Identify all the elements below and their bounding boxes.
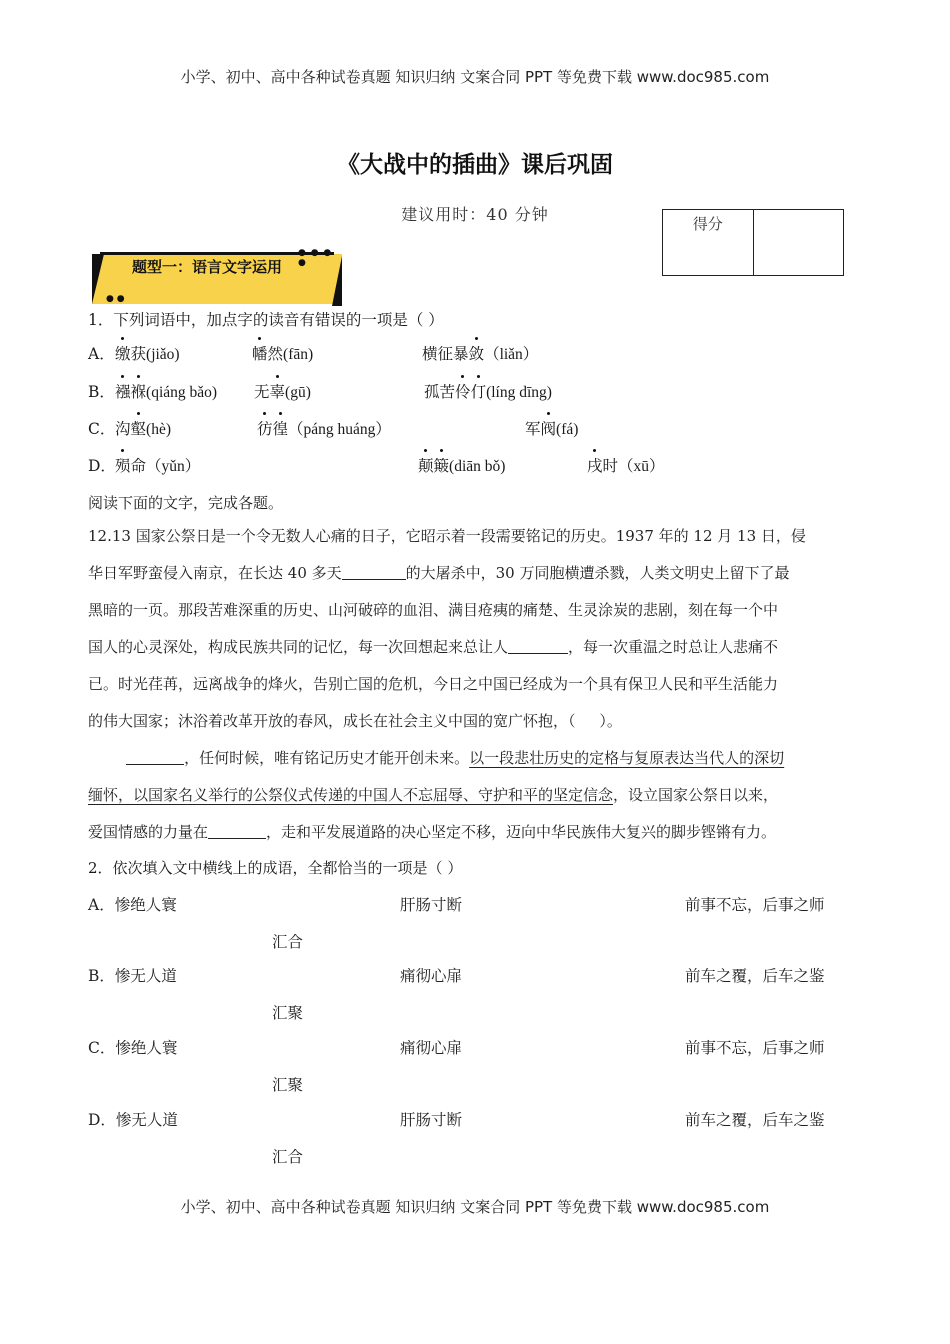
- question-1-option-label[interactable]: A．: [88, 345, 115, 363]
- word-char: 然: [267, 345, 284, 363]
- passage-text: 华日军野蛮侵入南京，在长达 40 多天: [88, 564, 342, 582]
- section-title: 题型一：语言文字运用: [132, 258, 283, 276]
- emphasis-dot-char: 襁: [115, 380, 131, 402]
- passage-text: ，设立国家公祭日以来，: [613, 786, 779, 804]
- emphasis-dot-char: 戌: [587, 454, 603, 476]
- question-1-word-item: [115, 417, 171, 439]
- banner-left-edge: [92, 254, 104, 304]
- underlined-sentence: 缅怀，以国家名义举行的公祭仪式传递的中国人不忘屈辱、守护和平的坚定信念: [88, 786, 614, 804]
- passage-text: 国人的心灵深处，构成民族共同的记忆，每一次回想起来总让人: [88, 638, 509, 656]
- passage-text: 已。时光荏苒，远离战争的烽火，告别亡国的危机，今日之中国已经成为一个具有保卫人民和平生活能力: [88, 675, 779, 693]
- passage-line: [88, 592, 858, 629]
- word-char: 沟: [115, 420, 131, 438]
- question-2-option-word: 汇聚: [272, 1004, 304, 1022]
- question-2-option-idiom: 痛彻心扉: [400, 967, 463, 985]
- question-1-word-item: [115, 454, 200, 476]
- question-2-option-idiom: 肝肠寸断: [400, 896, 463, 914]
- word-char: 暴: [453, 345, 469, 363]
- question-1-word-item: [254, 380, 311, 402]
- pinyin-annotation: （páng huáng）: [288, 421, 391, 438]
- page-title: 《大战中的插曲》课后巩固: [337, 152, 613, 178]
- passage-text: [88, 749, 126, 767]
- passage-line: [88, 740, 858, 777]
- question-2-option-word: 汇合: [272, 933, 304, 951]
- pinyin-annotation: （yǔn）: [146, 458, 201, 475]
- section-banner: [92, 248, 344, 304]
- score-label: 得分: [692, 215, 723, 233]
- passage-line: [88, 555, 858, 592]
- question-2-option[interactable]: B．惨无人道: [88, 967, 177, 985]
- pinyin-annotation: (hè): [146, 421, 171, 438]
- emphasis-dot-char: 幡: [252, 342, 268, 364]
- question-1-option-label[interactable]: D．: [88, 457, 116, 475]
- word-char: 军: [525, 420, 541, 438]
- word-char: 无: [254, 383, 270, 401]
- question-2-stem: 2．依次填入文中横线上的成语，全都恰当的一项是（ ）: [88, 859, 463, 877]
- passage-text: ，每一次重温之时总让人悲痛不: [568, 638, 779, 656]
- pinyin-annotation: (fá): [556, 421, 579, 438]
- emphasis-dot-char: 辜: [270, 380, 286, 402]
- page-header-text: 小学、初中、高中各种试卷真题 知识归纳 文案合同 PPT 等免费下载 www.doc985.com: [180, 68, 770, 86]
- question-1-stem: 1．下列词语中，加点字的读音有错误的一项是（ ）: [88, 311, 444, 329]
- fill-in-blank[interactable]: [508, 637, 568, 654]
- emphasis-dot-char: 敛: [469, 342, 485, 364]
- pinyin-annotation: （liǎn）: [484, 346, 539, 363]
- emphasis-dot-char: 壑: [131, 417, 147, 439]
- question-1-word-item: [587, 454, 665, 476]
- emphasis-dot-char: 徨: [273, 417, 289, 439]
- question-1-word-item: [252, 342, 313, 364]
- question-2-option-idiom: 前事不忘，后事之师: [685, 1039, 825, 1057]
- word-char: 时: [602, 457, 619, 475]
- word-char: 孤: [424, 383, 440, 401]
- emphasis-dot-char: 彷: [257, 417, 273, 439]
- word-char: 征: [437, 345, 454, 363]
- passage-text: 爱国情感的力量在: [88, 823, 209, 841]
- fill-in-blank[interactable]: [208, 822, 266, 839]
- question-1-word-item: [257, 417, 391, 439]
- pinyin-annotation: (jiǎo): [146, 346, 180, 363]
- reading-passage: [88, 518, 858, 851]
- question-2-option-idiom: 肝肠寸断: [400, 1111, 463, 1129]
- passage-text: 黑暗的一页。那段苦难深重的历史、山河破碎的血泪、满目疮痍的痛楚、生灵涂炭的悲剧，刻在每一个中: [88, 601, 779, 619]
- question-2-option-idiom: 前车之覆，后车之鉴: [685, 967, 825, 985]
- score-table: [662, 209, 844, 276]
- question-1-word-item: [424, 380, 552, 402]
- question-1-option-label[interactable]: B．: [88, 383, 115, 401]
- fill-in-blank[interactable]: [126, 748, 184, 765]
- page-footer-text: 小学、初中、高中各种试卷真题 知识归纳 文案合同 PPT 等免费下载 www.doc985.com: [180, 1198, 770, 1216]
- fill-in-blank[interactable]: [342, 563, 406, 580]
- question-2-option-idiom: 痛彻心扉: [400, 1039, 463, 1057]
- passage-line: [88, 814, 858, 851]
- banner-dots-decoration-bottom: ● ●: [106, 294, 125, 304]
- pinyin-annotation: (fān): [283, 346, 314, 363]
- question-2-option[interactable]: D．惨无人道: [88, 1111, 178, 1129]
- pinyin-annotation: (líng dīng): [486, 384, 552, 401]
- question-2-option[interactable]: C．惨绝人寰: [88, 1039, 178, 1057]
- passage-line: [88, 777, 858, 814]
- underlined-sentence: 以一段悲壮历史的定格与复原表达当代人的深切: [469, 749, 785, 767]
- pinyin-annotation: (gū): [285, 384, 311, 401]
- question-2-option-word: 汇聚: [272, 1076, 304, 1094]
- passage-line: [88, 703, 858, 740]
- question-1-option-label[interactable]: C．: [88, 420, 116, 438]
- emphasis-dot-char: 缴: [115, 342, 131, 364]
- pinyin-annotation: （xū）: [618, 458, 665, 475]
- question-2-option[interactable]: A．惨绝人寰: [88, 896, 177, 914]
- word-char: 命: [130, 457, 147, 475]
- emphasis-dot-char: 伶: [455, 380, 471, 402]
- banner-dots-decoration: ● ● ● ●: [298, 248, 333, 268]
- passage-text: 的大屠杀中，30 万同胞横遭杀戮，人类文明史上留下了最: [405, 564, 790, 582]
- question-2-option-idiom: 前事不忘，后事之师: [685, 896, 825, 914]
- pinyin-annotation: (qiáng bǎo): [146, 384, 218, 401]
- question-1-word-item: [418, 454, 505, 476]
- passage-text: ，任何时候，唯有铭记历史才能开创未来。: [184, 749, 470, 767]
- emphasis-dot-char: 殒: [115, 454, 131, 476]
- question-1-word-item: [115, 380, 217, 402]
- emphasis-dot-char: 仃: [471, 380, 487, 402]
- question-2-option-word: 汇合: [272, 1148, 304, 1166]
- word-char: 获: [130, 345, 147, 363]
- emphasis-dot-char: 颠: [418, 454, 434, 476]
- question-1-word-item: [115, 342, 180, 364]
- word-char: 苦: [439, 383, 456, 401]
- emphasis-dot-char: 簸: [434, 454, 450, 476]
- passage-text: 12.13 国家公祭日是一个令无数人心痛的日子，它昭示着一段需要铭记的历史。1937 年的 12 月 13 日，侵: [88, 527, 806, 545]
- question-1-word-item: [525, 417, 578, 439]
- passage-line: [88, 629, 858, 666]
- suggested-time: 建议用时：40 分钟: [401, 205, 549, 224]
- passage-line: [88, 518, 858, 555]
- question-1-word-item: [422, 342, 538, 364]
- score-value-field[interactable]: [753, 210, 844, 275]
- word-char: 横: [422, 345, 438, 363]
- emphasis-dot-char: 阀: [541, 417, 557, 439]
- reading-intro: 阅读下面的文字，完成各题。: [88, 494, 284, 512]
- emphasis-dot-char: 褓: [131, 380, 147, 402]
- question-2-option-idiom: 前车之覆，后车之鉴: [685, 1111, 825, 1129]
- pinyin-annotation: (diān bǒ): [449, 458, 506, 475]
- passage-text: ，走和平发展道路的决心坚定不移，迈向中华民族伟大复兴的脚步铿锵有力。: [266, 823, 777, 841]
- passage-line: [88, 666, 858, 703]
- passage-text: 的伟大国家；沐浴着改革开放的春风，成长在社会主义中国的宽广怀抱，（ ）。: [88, 712, 622, 730]
